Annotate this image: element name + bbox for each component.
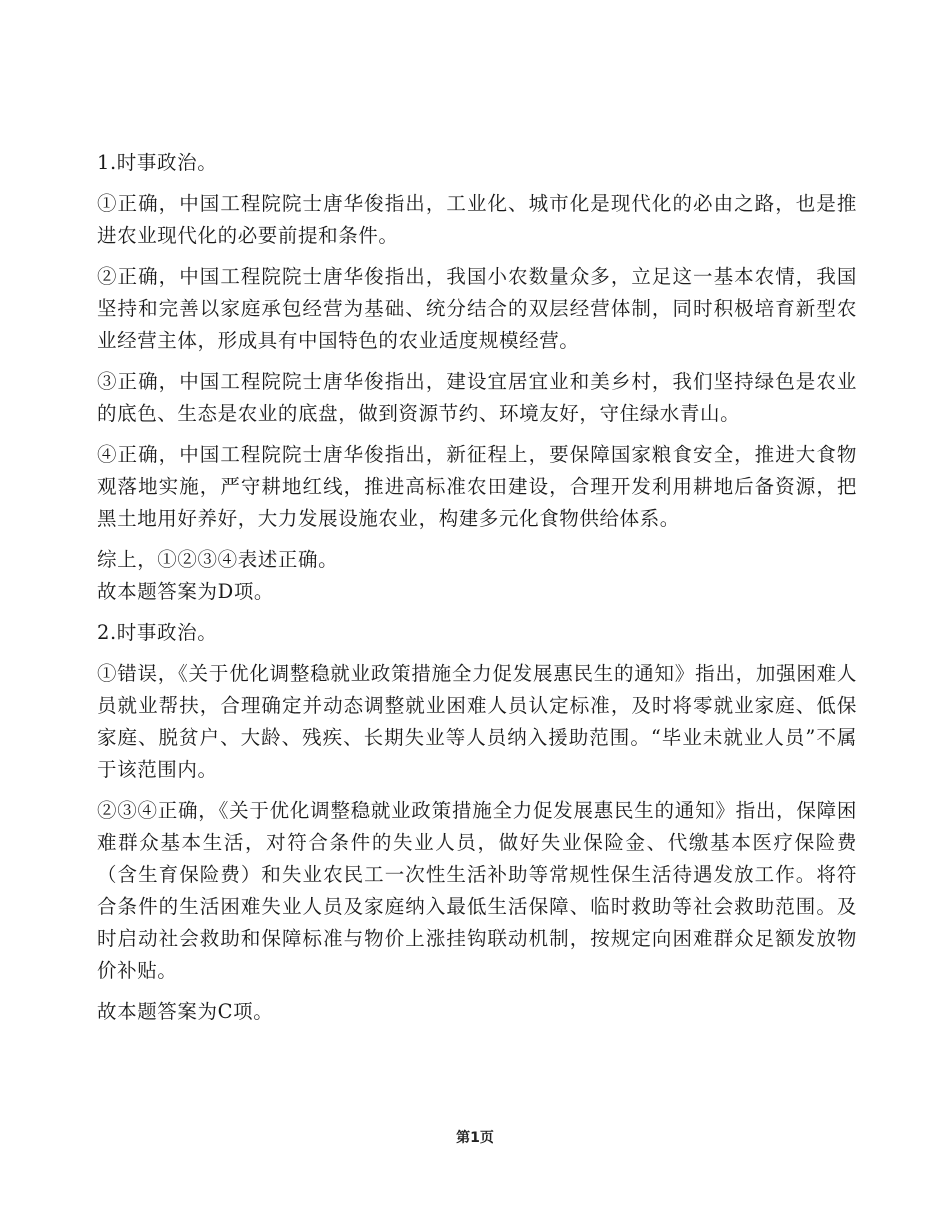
- question-1-summary: 综上，①②③④表述正确。: [97, 548, 339, 571]
- question-1-heading: 1.时事政治。: [97, 151, 218, 174]
- question-2-answer: 故本题答案为C项。: [97, 1000, 274, 1023]
- question-2-option-234-explanation: ②③④正确，《关于优化调整稳就业政策措施全力促发展惠民生的通知》指出，保障困难群众基本生活，对符合条件的失业人员，做好失业保险金、代缴基本医疗保险费（含生育保险费）和失业农民工一次性生活补助等常规性保生活待遇发放工作。将符合条件的生活困难失业人员及家庭纳入最低生活保障、临时救助等社会救助范围。及时启动社会救助和保障标准与物价上涨挂钩联动机制，按规定向困难群众足额发放物价补贴。: [97, 799, 857, 982]
- question-1-option-2-explanation: ②正确，中国工程院院士唐华俊指出，我国小农数量众多，立足这一基本农情，我国坚持和完善以家庭承包经营为基础、统分结合的双层经营体制，同时积极培育新型农业经营主体，形成具有中国特色的农业适度规模经营。: [97, 265, 857, 352]
- question-1-answer: 故本题答案为D项。: [97, 580, 275, 603]
- document-body: [97, 147, 857, 1028]
- question-1-option-1-explanation: ①正确，中国工程院院士唐华俊指出，工业化、城市化是现代化的必由之路，也是推进农业现代化的必要前提和条件。: [97, 192, 857, 247]
- question-1-option-3-explanation: ③正确，中国工程院院士唐华俊指出，建设宜居宜业和美乡村，我们坚持绿色是农业的底色、生态是农业的底盘，做到资源节约、环境友好，守住绿水青山。: [97, 370, 857, 425]
- page-number: 第1页: [456, 1130, 494, 1146]
- question-2-heading: 2.时事政治。: [97, 621, 218, 644]
- question-1-option-4-explanation: ④正确，中国工程院院士唐华俊指出，新征程上，要保障国家粮食安全，推进大食物观落地实施，严守耕地红线，推进高标准农田建设，合理开发利用耕地后备资源，把黑土地用好养好，大力发展设施农业，构建多元化食物供给体系。: [97, 443, 857, 530]
- question-2-option-1-explanation: ①错误，《关于优化调整稳就业政策措施全力促发展惠民生的通知》指出，加强困难人员就业帮扶，合理确定并动态调整就业困难人员认定标准，及时将零就业家庭、低保家庭、脱贫户、大龄、残疾、长期失业等人员纳入援助范围。“毕业未就业人员”不属于该范围内。: [97, 662, 857, 781]
